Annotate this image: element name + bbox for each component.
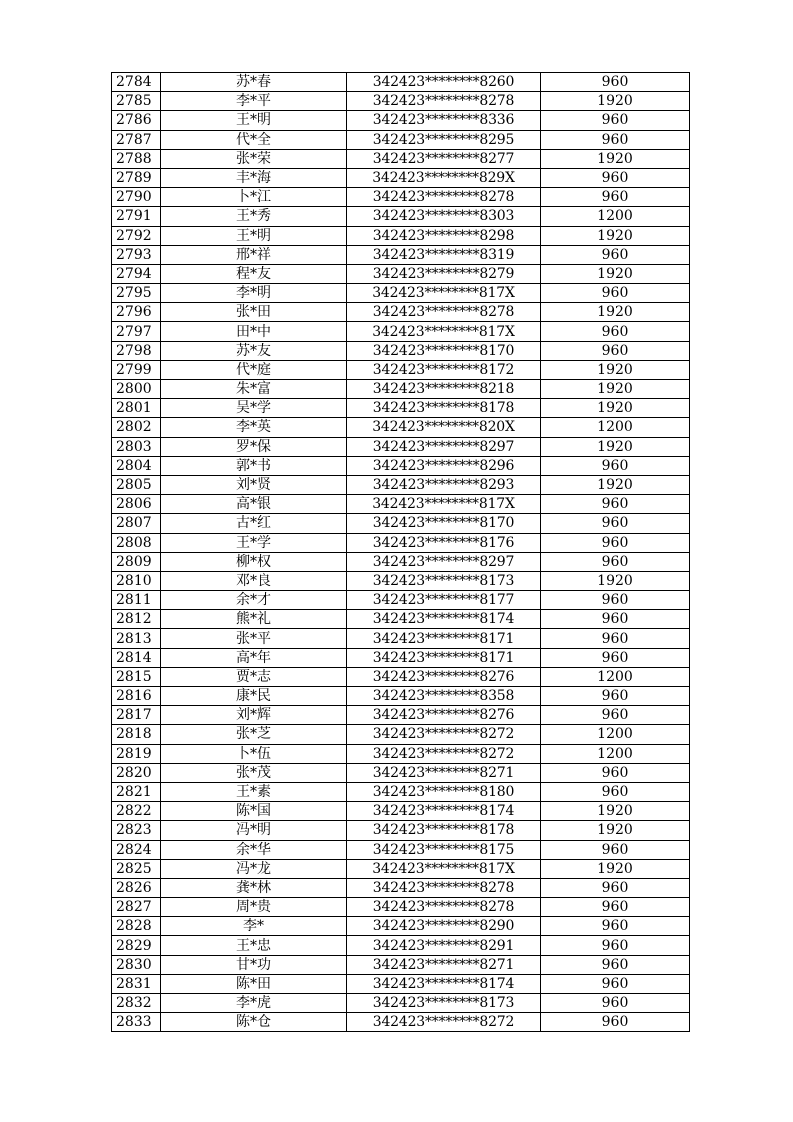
cell-id-number: 342423********8278 [347,898,541,917]
cell-id-number: 342423********8218 [347,380,541,399]
table-row [112,168,690,187]
cell-serial-number: 2796 [112,303,161,322]
cell-id-number: 342423********8279 [347,264,541,283]
cell-serial-number: 2786 [112,111,161,130]
cell-id-number: 342423********8178 [347,399,541,418]
table-row [112,610,690,629]
cell-name: 冯*龙 [161,859,347,878]
cell-id-number: 342423********8172 [347,360,541,379]
cell-amount: 1920 [541,380,690,399]
cell-id-number: 342423********8276 [347,706,541,725]
cell-amount: 1920 [541,475,690,494]
cell-serial-number: 2812 [112,610,161,629]
cell-name: 龚*林 [161,878,347,897]
cell-amount: 1200 [541,725,690,744]
cell-amount: 960 [541,878,690,897]
cell-amount: 1920 [541,802,690,821]
cell-serial-number: 2813 [112,629,161,648]
cell-name: 丰*海 [161,168,347,187]
cell-name: 王*忠 [161,936,347,955]
cell-amount: 1920 [541,399,690,418]
table-row [112,878,690,897]
cell-id-number: 342423********8170 [347,514,541,533]
cell-name: 陈*国 [161,802,347,821]
cell-id-number: 342423********8173 [347,571,541,590]
cell-name: 罗*保 [161,437,347,456]
cell-name: 高*银 [161,495,347,514]
table-row [112,552,690,571]
cell-id-number: 342423********8180 [347,782,541,801]
cell-amount: 960 [541,188,690,207]
cell-name: 陈*仓 [161,1013,347,1032]
cell-name: 冯*明 [161,821,347,840]
cell-id-number: 342423********8277 [347,149,541,168]
table-row [112,571,690,590]
cell-serial-number: 2814 [112,648,161,667]
cell-amount: 960 [541,840,690,859]
cell-serial-number: 2810 [112,571,161,590]
cell-id-number: 342423********829X [347,168,541,187]
table-row [112,188,690,207]
table-row [112,763,690,782]
cell-serial-number: 2811 [112,591,161,610]
cell-name: 吴*学 [161,399,347,418]
cell-id-number: 342423********8298 [347,226,541,245]
table-row [112,898,690,917]
cell-name: 余*才 [161,591,347,610]
cell-amount: 960 [541,514,690,533]
cell-serial-number: 2808 [112,533,161,552]
cell-amount: 960 [541,591,690,610]
cell-serial-number: 2824 [112,840,161,859]
cell-id-number: 342423********817X [347,859,541,878]
cell-amount: 1920 [541,264,690,283]
cell-amount: 1920 [541,226,690,245]
cell-name: 王*秀 [161,207,347,226]
cell-id-number: 342423********8175 [347,840,541,859]
cell-serial-number: 2802 [112,418,161,437]
table-row [112,418,690,437]
table-row [112,629,690,648]
cell-name: 苏*友 [161,341,347,360]
subsidy-table [111,72,690,1032]
cell-id-number: 342423********8170 [347,341,541,360]
cell-serial-number: 2795 [112,284,161,303]
cell-serial-number: 2823 [112,821,161,840]
table-row [112,303,690,322]
cell-name: 张*芝 [161,725,347,744]
cell-serial-number: 2817 [112,706,161,725]
cell-name: 邢*祥 [161,245,347,264]
cell-name: 苏*春 [161,73,347,92]
cell-name: 李*虎 [161,994,347,1013]
cell-id-number: 342423********8171 [347,648,541,667]
table-row [112,706,690,725]
cell-name: 柳*权 [161,552,347,571]
cell-id-number: 342423********8171 [347,629,541,648]
cell-name: 王*素 [161,782,347,801]
cell-id-number: 342423********8177 [347,591,541,610]
cell-id-number: 342423********8278 [347,92,541,111]
cell-serial-number: 2789 [112,168,161,187]
table-row [112,955,690,974]
cell-name: 代*全 [161,130,347,149]
cell-serial-number: 2794 [112,264,161,283]
cell-name: 李* [161,917,347,936]
table-row [112,456,690,475]
cell-amount: 960 [541,495,690,514]
cell-serial-number: 2806 [112,495,161,514]
cell-amount: 960 [541,782,690,801]
cell-amount: 960 [541,936,690,955]
cell-id-number: 342423********8303 [347,207,541,226]
table-row [112,130,690,149]
cell-amount: 960 [541,245,690,264]
cell-serial-number: 2784 [112,73,161,92]
cell-id-number: 342423********8336 [347,111,541,130]
cell-id-number: 342423********8271 [347,955,541,974]
cell-id-number: 342423********8297 [347,437,541,456]
cell-serial-number: 2816 [112,687,161,706]
table-row [112,821,690,840]
cell-serial-number: 2827 [112,898,161,917]
cell-name: 余*华 [161,840,347,859]
cell-amount: 960 [541,456,690,475]
cell-serial-number: 2825 [112,859,161,878]
table-row [112,840,690,859]
table-row [112,380,690,399]
cell-amount: 1920 [541,303,690,322]
cell-serial-number: 2785 [112,92,161,111]
table-row [112,111,690,130]
table-row [112,284,690,303]
cell-amount: 1920 [541,437,690,456]
cell-amount: 1200 [541,418,690,437]
cell-serial-number: 2807 [112,514,161,533]
cell-serial-number: 2818 [112,725,161,744]
cell-id-number: 342423********8291 [347,936,541,955]
table-row [112,917,690,936]
cell-id-number: 342423********8290 [347,917,541,936]
cell-serial-number: 2787 [112,130,161,149]
table-row [112,994,690,1013]
cell-amount: 1920 [541,859,690,878]
cell-name: 刘*辉 [161,706,347,725]
cell-amount: 1920 [541,360,690,379]
table-row [112,264,690,283]
cell-amount: 960 [541,898,690,917]
cell-amount: 960 [541,629,690,648]
cell-serial-number: 2832 [112,994,161,1013]
table-row [112,341,690,360]
cell-name: 卜*伍 [161,744,347,763]
cell-amount: 960 [541,552,690,571]
table-row [112,73,690,92]
cell-amount: 1920 [541,571,690,590]
cell-id-number: 342423********8174 [347,974,541,993]
cell-name: 古*红 [161,514,347,533]
cell-amount: 960 [541,706,690,725]
cell-id-number: 342423********8174 [347,610,541,629]
cell-serial-number: 2797 [112,322,161,341]
cell-name: 高*年 [161,648,347,667]
cell-name: 程*友 [161,264,347,283]
cell-id-number: 342423********817X [347,495,541,514]
cell-serial-number: 2820 [112,763,161,782]
cell-name: 陈*田 [161,974,347,993]
cell-serial-number: 2791 [112,207,161,226]
cell-name: 王*学 [161,533,347,552]
cell-serial-number: 2799 [112,360,161,379]
cell-id-number: 342423********8293 [347,475,541,494]
cell-serial-number: 2833 [112,1013,161,1032]
table-row [112,533,690,552]
cell-serial-number: 2819 [112,744,161,763]
cell-amount: 960 [541,341,690,360]
cell-name: 卜*江 [161,188,347,207]
cell-serial-number: 2804 [112,456,161,475]
cell-amount: 960 [541,648,690,667]
cell-amount: 960 [541,130,690,149]
cell-amount: 960 [541,917,690,936]
table-row [112,322,690,341]
cell-id-number: 342423********8178 [347,821,541,840]
cell-serial-number: 2790 [112,188,161,207]
cell-amount: 960 [541,610,690,629]
cell-amount: 1200 [541,207,690,226]
table-row [112,226,690,245]
cell-amount: 1920 [541,821,690,840]
cell-serial-number: 2815 [112,667,161,686]
cell-id-number: 342423********8272 [347,744,541,763]
cell-name: 周*贵 [161,898,347,917]
cell-id-number: 342423********8297 [347,552,541,571]
cell-id-number: 342423********8271 [347,763,541,782]
cell-serial-number: 2821 [112,782,161,801]
cell-id-number: 342423********8272 [347,1013,541,1032]
cell-id-number: 342423********8260 [347,73,541,92]
table-row [112,687,690,706]
cell-amount: 1200 [541,744,690,763]
table-body [112,73,690,1032]
table-row [112,495,690,514]
cell-amount: 960 [541,284,690,303]
table-row [112,92,690,111]
cell-id-number: 342423********8296 [347,456,541,475]
table-row [112,360,690,379]
cell-name: 李*英 [161,418,347,437]
cell-amount: 1920 [541,92,690,111]
cell-name: 张*平 [161,629,347,648]
cell-id-number: 342423********817X [347,284,541,303]
cell-name: 郭*书 [161,456,347,475]
cell-serial-number: 2830 [112,955,161,974]
cell-serial-number: 2809 [112,552,161,571]
cell-serial-number: 2792 [112,226,161,245]
cell-name: 张*田 [161,303,347,322]
cell-amount: 960 [541,111,690,130]
cell-serial-number: 2805 [112,475,161,494]
cell-name: 王*明 [161,226,347,245]
cell-name: 甘*功 [161,955,347,974]
table-row [112,725,690,744]
table-row [112,782,690,801]
table-row [112,399,690,418]
cell-amount: 1200 [541,667,690,686]
cell-serial-number: 2829 [112,936,161,955]
cell-name: 张*荣 [161,149,347,168]
cell-serial-number: 2798 [112,341,161,360]
cell-serial-number: 2788 [112,149,161,168]
cell-id-number: 342423********8278 [347,878,541,897]
cell-id-number: 342423********8278 [347,188,541,207]
cell-name: 贾*志 [161,667,347,686]
table-row [112,514,690,533]
cell-name: 朱*富 [161,380,347,399]
cell-serial-number: 2801 [112,399,161,418]
cell-name: 张*茂 [161,763,347,782]
cell-id-number: 342423********8358 [347,687,541,706]
cell-amount: 960 [541,974,690,993]
cell-serial-number: 2831 [112,974,161,993]
cell-serial-number: 2828 [112,917,161,936]
table-row [112,149,690,168]
cell-amount: 960 [541,73,690,92]
table-row [112,591,690,610]
cell-id-number: 342423********8319 [347,245,541,264]
cell-amount: 960 [541,1013,690,1032]
table-row [112,859,690,878]
cell-amount: 1920 [541,149,690,168]
table-row [112,1013,690,1032]
cell-id-number: 342423********8276 [347,667,541,686]
cell-serial-number: 2793 [112,245,161,264]
cell-id-number: 342423********8278 [347,303,541,322]
cell-serial-number: 2822 [112,802,161,821]
cell-name: 康*民 [161,687,347,706]
cell-name: 邓*良 [161,571,347,590]
cell-amount: 960 [541,168,690,187]
cell-name: 代*庭 [161,360,347,379]
cell-name: 王*明 [161,111,347,130]
cell-amount: 960 [541,322,690,341]
cell-id-number: 342423********8295 [347,130,541,149]
cell-amount: 960 [541,763,690,782]
table-row [112,475,690,494]
table-row [112,936,690,955]
table-row [112,802,690,821]
cell-amount: 960 [541,994,690,1013]
cell-serial-number: 2803 [112,437,161,456]
cell-name: 熊*礼 [161,610,347,629]
cell-amount: 960 [541,533,690,552]
cell-serial-number: 2826 [112,878,161,897]
cell-name: 刘*贤 [161,475,347,494]
cell-id-number: 342423********820X [347,418,541,437]
cell-id-number: 342423********8174 [347,802,541,821]
cell-id-number: 342423********8173 [347,994,541,1013]
table-row [112,437,690,456]
cell-id-number: 342423********8272 [347,725,541,744]
cell-name: 李*平 [161,92,347,111]
table-row [112,207,690,226]
table-row [112,245,690,264]
table-row [112,648,690,667]
table-row [112,667,690,686]
table-row [112,744,690,763]
cell-name: 李*明 [161,284,347,303]
cell-amount: 960 [541,955,690,974]
cell-id-number: 342423********8176 [347,533,541,552]
cell-serial-number: 2800 [112,380,161,399]
cell-name: 田*中 [161,322,347,341]
table-row [112,974,690,993]
cell-amount: 960 [541,687,690,706]
cell-id-number: 342423********817X [347,322,541,341]
